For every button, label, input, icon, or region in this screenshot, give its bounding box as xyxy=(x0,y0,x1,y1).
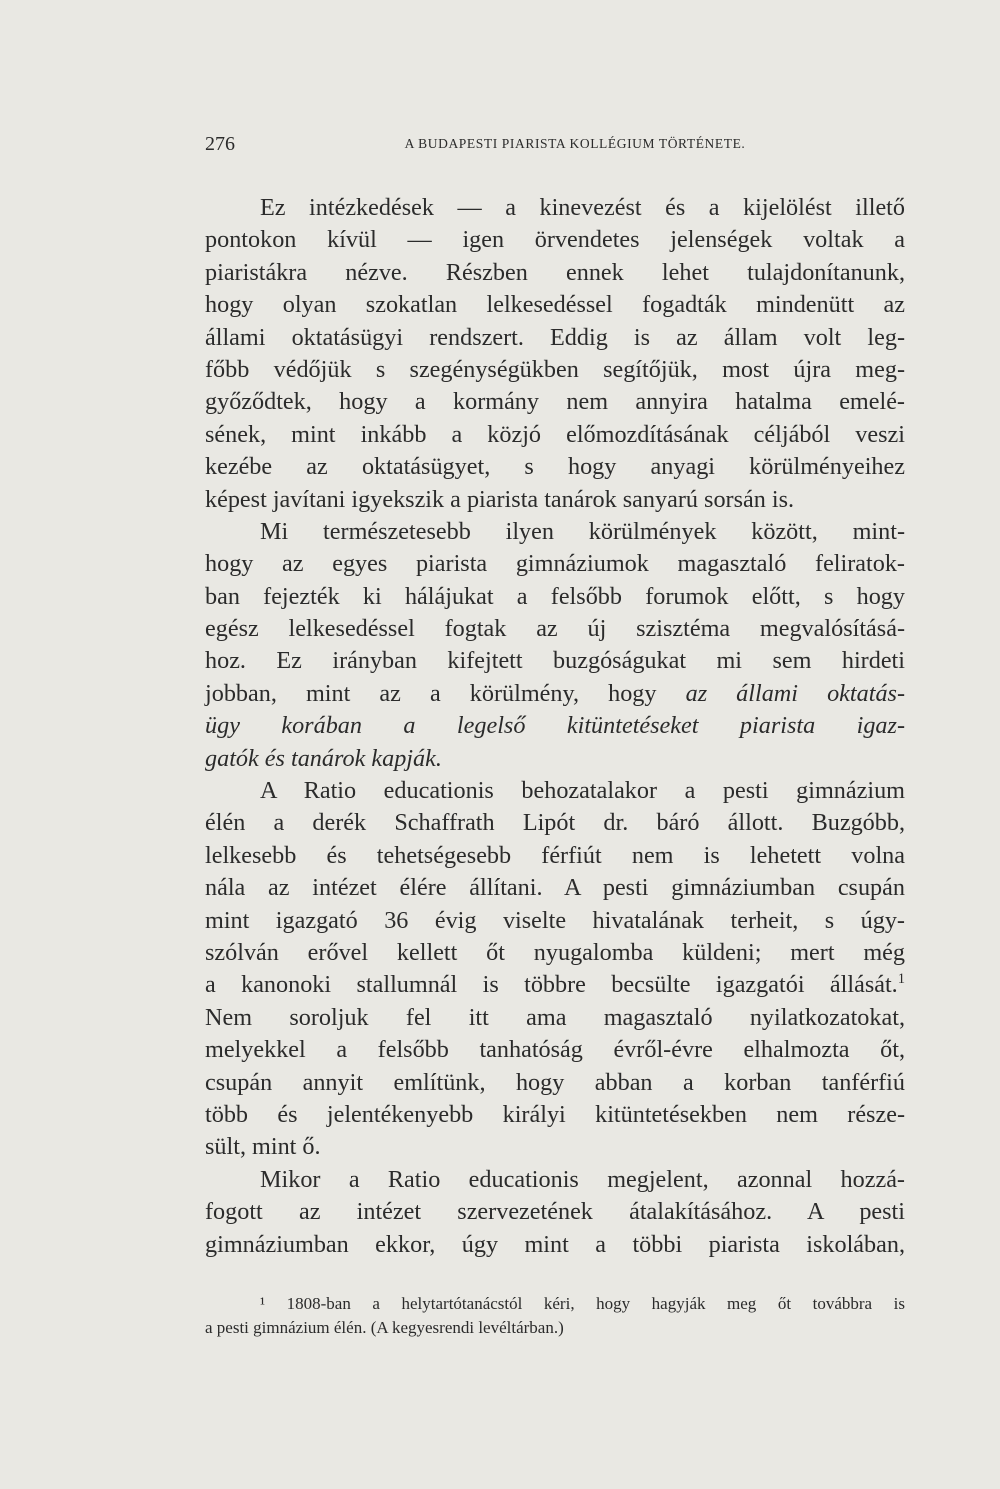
running-title: A BUDAPESTI PIARISTA KOLLÉGIUM TÖRTÉNETE. xyxy=(404,136,746,151)
text-line: csupán annyit említünk, hogy abban a korban tanférfiú xyxy=(205,1068,905,1096)
text-line xyxy=(205,678,905,710)
text-line: fogott az intézet szervezetének átalakításához. A pesti xyxy=(205,1198,905,1226)
text-line: sének, mint inkább a közjó előmozdításának céljából veszi xyxy=(205,420,905,448)
text-line: élén a derék Schaffrath Lipót dr. báró állott. Buzgóbb, xyxy=(205,809,905,837)
text-line: Mikor a Ratio educationis megjelent, azonnal hozzá- xyxy=(260,1165,905,1193)
text-line: állami oktatásügyi rendszert. Eddig is az állam volt leg- xyxy=(205,323,905,351)
text-line: hogy olyan szokatlan lelkesedéssel fogadták mindenütt az xyxy=(205,291,905,319)
text-line: több és jelentékenyebb királyi kitüntetésekben nem része- xyxy=(205,1100,905,1128)
footnotes xyxy=(205,1292,905,1340)
text-line: főbb védőjük s szegénységükben segítőjük, most újra meg- xyxy=(205,355,905,383)
footnote-line: ¹ 1808-ban a helytartótanácstól kéri, hogy hagyják meg őt továbbra is xyxy=(260,1294,905,1313)
footnote-ref: 1 xyxy=(897,971,905,988)
italic-segment: az állami oktatás- xyxy=(685,679,906,707)
text-line: Mi természetesebb ilyen körülmények között, mint- xyxy=(260,517,905,545)
text-line: nála az intézet élére állítani. A pesti gimnáziumban csupán xyxy=(205,874,905,902)
text-line: kezébe az oktatásügyet, s hogy anyagi körülményeihez xyxy=(205,453,905,481)
text-segment: jobban, mint az a körülmény, hogy xyxy=(205,679,657,707)
text-line: piaristákra nézve. Részben ennek lehet tulajdonítanunk, xyxy=(205,258,905,286)
text-line: sült, mint ő. xyxy=(205,1133,321,1161)
text-line: Ez intézkedések — a kinevezést és a kijelölést illető xyxy=(260,194,905,221)
text-line: gimnáziumban ekkor, úgy mint a többi piarista iskolában, xyxy=(205,1230,905,1258)
text-line: szólván erővel kellett őt nyugalomba küldeni; mert még xyxy=(205,938,905,966)
text-line: mint igazgató 36 évig viselte hivatalának terheit, s úgy- xyxy=(205,906,905,934)
text-line: képest javítani igyekszik a piarista tanárok sanyarú sorsán is. xyxy=(205,485,795,513)
text-line: lelkesebb és tehetségesebb férfiút nem is lehetett volna xyxy=(205,841,905,869)
text-line: pontokon kívül — igen örvendetes jelenségek voltak a xyxy=(205,226,905,254)
text-line: A Ratio educationis behozatalakor a pesti gimnázium xyxy=(260,777,905,805)
text-line: Nem soroljuk fel itt ama magasztaló nyilatkozatokat, xyxy=(205,1003,905,1031)
text-line: győződtek, hogy a kormány nem annyira hatalma emelé- xyxy=(205,388,905,416)
body-text xyxy=(205,192,905,1261)
text-line: egész lelkesedéssel fogtak az új szisztéma megvalósításá- xyxy=(205,615,905,643)
text-line: ban fejezték ki hálájukat a felsőbb forumok előtt, s hogy xyxy=(205,582,905,610)
text-line xyxy=(205,969,905,1001)
text-line: hoz. Ez irányban kifejtett buzgóságukat mi sem hirdeti xyxy=(205,647,905,675)
text-segment: a kanonoki stallumnál is többre becsülte igazgatói állását. xyxy=(205,971,898,999)
text-line: melyekkel a felsőbb tanhatóság évről-évre elhalmozta őt, xyxy=(205,1036,905,1064)
page-header xyxy=(205,133,905,157)
text-line: hogy az egyes piarista gimnáziumok magasztaló feliratok- xyxy=(205,550,905,578)
italic-text-line: ügy korában a legelső kitüntetéseket piarista igaz- xyxy=(205,712,905,740)
page-number: 276 xyxy=(205,133,235,155)
italic-text-line: gatók és tanárok kapják. xyxy=(205,744,442,772)
footnote-line: a pesti gimnázium élén. (A kegyesrendi levéltárban.) xyxy=(205,1318,564,1337)
